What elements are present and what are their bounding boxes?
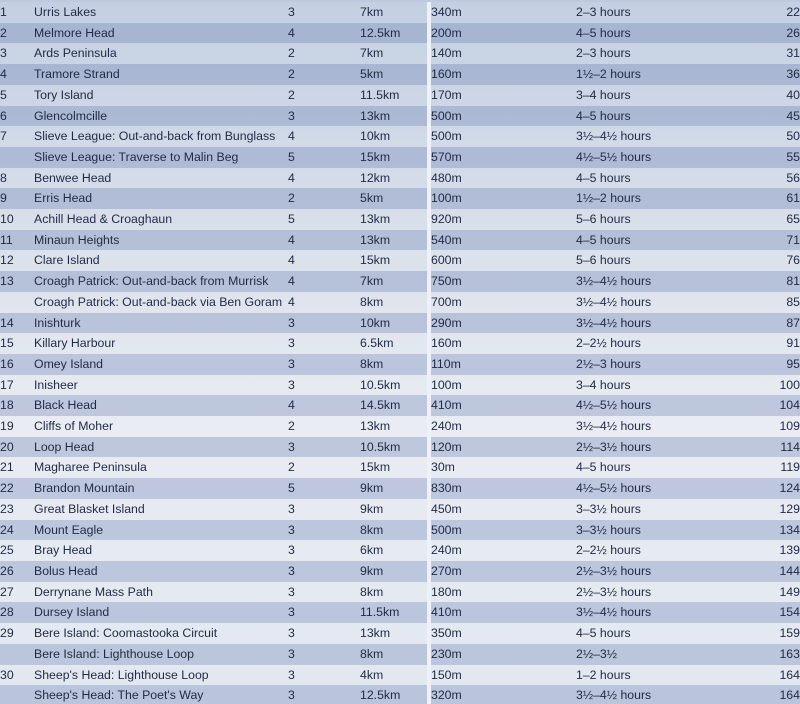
cell-ascent: 230m (431, 644, 576, 665)
cell-grade: 3 (288, 375, 360, 396)
cell-time: 4–5 hours (576, 623, 716, 644)
cell-name: Omey Island (34, 354, 288, 375)
cell-time: 3–3½ hours (576, 520, 716, 541)
cell-name: Sheep's Head: Lighthouse Loop (34, 665, 288, 686)
cell-ascent: 600m (431, 250, 576, 271)
table-row (0, 168, 800, 189)
table-row (0, 623, 800, 644)
table-row (0, 437, 800, 458)
cell-time: 3½–4½ hours (576, 416, 716, 437)
cell-time: 5–6 hours (576, 250, 716, 271)
cell-grade: 3 (288, 561, 360, 582)
cell-name: Bere Island: Coomastooka Circuit (34, 623, 288, 644)
cell-time: 2–3 hours (576, 2, 716, 23)
cell-ascent: 100m (431, 188, 576, 209)
cell-ascent: 160m (431, 333, 576, 354)
cell-time: 2–2½ hours (576, 333, 716, 354)
cell-distance: 8km (360, 582, 427, 603)
cell-time: 2½–3½ (576, 644, 716, 665)
cell-grade: 3 (288, 2, 360, 23)
cell-ascent: 450m (431, 499, 576, 520)
cell-time: 4½–5½ hours (576, 478, 716, 499)
cell-ascent: 920m (431, 209, 576, 230)
cell-page: 104 (716, 395, 800, 416)
cell-grade: 3 (288, 313, 360, 334)
cell-distance: 8km (360, 292, 427, 313)
cell-name: Melmore Head (34, 23, 288, 44)
cell-grade: 3 (288, 106, 360, 127)
cell-distance: 12km (360, 168, 427, 189)
cell-page: 149 (716, 582, 800, 603)
cell-name: Glencolmcille (34, 106, 288, 127)
cell-name: Brandon Mountain (34, 478, 288, 499)
cell-time: 2½–3½ hours (576, 437, 716, 458)
cell-num: 23 (0, 499, 34, 520)
cell-time: 2½–3½ hours (576, 561, 716, 582)
cell-page: 164 (716, 685, 800, 704)
cell-time: 3½–4½ hours (576, 292, 716, 313)
cell-ascent: 480m (431, 168, 576, 189)
cell-grade: 3 (288, 354, 360, 375)
cell-num: 6 (0, 106, 34, 127)
cell-num: 21 (0, 457, 34, 478)
cell-num: 14 (0, 313, 34, 334)
cell-time: 4–5 hours (576, 23, 716, 44)
cell-page: 45 (716, 106, 800, 127)
cell-page: 95 (716, 354, 800, 375)
cell-name: Killary Harbour (34, 333, 288, 354)
cell-ascent: 150m (431, 665, 576, 686)
cell-distance: 13km (360, 623, 427, 644)
cell-ascent: 180m (431, 582, 576, 603)
cell-num: 24 (0, 520, 34, 541)
cell-ascent: 750m (431, 271, 576, 292)
table-row (0, 375, 800, 396)
cell-ascent: 240m (431, 540, 576, 561)
table-row (0, 271, 800, 292)
cell-distance: 15km (360, 250, 427, 271)
cell-distance: 9km (360, 478, 427, 499)
cell-grade: 5 (288, 478, 360, 499)
cell-name: Dursey Island (34, 602, 288, 623)
cell-num: 5 (0, 85, 34, 106)
cell-ascent: 500m (431, 106, 576, 127)
cell-name: Slieve League: Traverse to Malin Beg (34, 147, 288, 168)
cell-ascent: 350m (431, 623, 576, 644)
cell-ascent: 290m (431, 313, 576, 334)
table-row (0, 2, 800, 23)
cell-num (0, 147, 34, 168)
cell-distance: 5km (360, 188, 427, 209)
cell-name: Mount Eagle (34, 520, 288, 541)
cell-distance: 13km (360, 230, 427, 251)
cell-ascent: 540m (431, 230, 576, 251)
cell-ascent: 110m (431, 354, 576, 375)
table-row (0, 250, 800, 271)
cell-num (0, 644, 34, 665)
cell-time: 4–5 hours (576, 230, 716, 251)
cell-distance: 9km (360, 561, 427, 582)
cell-name: Inisheer (34, 375, 288, 396)
cell-grade: 3 (288, 520, 360, 541)
cell-name: Cliffs of Moher (34, 416, 288, 437)
cell-ascent: 270m (431, 561, 576, 582)
cell-page: 129 (716, 499, 800, 520)
cell-distance: 11.5km (360, 602, 427, 623)
cell-page: 154 (716, 602, 800, 623)
cell-page: 124 (716, 478, 800, 499)
cell-distance: 8km (360, 644, 427, 665)
cell-page: 36 (716, 64, 800, 85)
cell-page: 109 (716, 416, 800, 437)
cell-ascent: 140m (431, 43, 576, 64)
cell-name: Inishturk (34, 313, 288, 334)
cell-time: 2–3 hours (576, 43, 716, 64)
cell-name: Tory Island (34, 85, 288, 106)
cell-page: 22 (716, 2, 800, 23)
cell-distance: 11.5km (360, 85, 427, 106)
cell-page: 164 (716, 665, 800, 686)
cell-page: 163 (716, 644, 800, 665)
cell-grade: 2 (288, 64, 360, 85)
cell-page: 159 (716, 623, 800, 644)
cell-page: 119 (716, 457, 800, 478)
cell-num: 9 (0, 188, 34, 209)
cell-name: Magharee Peninsula (34, 457, 288, 478)
cell-time: 2½–3 hours (576, 354, 716, 375)
cell-num: 4 (0, 64, 34, 85)
cell-time: 3½–4½ hours (576, 271, 716, 292)
table-row (0, 43, 800, 64)
cell-name: Slieve League: Out-and-back from Bunglass (34, 126, 288, 147)
cell-distance: 12.5km (360, 685, 427, 704)
cell-grade: 2 (288, 43, 360, 64)
cell-name: Bolus Head (34, 561, 288, 582)
cell-grade: 3 (288, 437, 360, 458)
cell-distance: 10.5km (360, 437, 427, 458)
cell-time: 1–2 hours (576, 665, 716, 686)
cell-time: 1½–2 hours (576, 64, 716, 85)
cell-time: 4½–5½ hours (576, 147, 716, 168)
cell-time: 3½–4½ hours (576, 602, 716, 623)
cell-num: 7 (0, 126, 34, 147)
table-row (0, 147, 800, 168)
cell-name: Ards Peninsula (34, 43, 288, 64)
cell-num: 16 (0, 354, 34, 375)
cell-num: 22 (0, 478, 34, 499)
cell-grade: 3 (288, 623, 360, 644)
cell-grade: 2 (288, 85, 360, 106)
cell-page: 65 (716, 209, 800, 230)
cell-ascent: 500m (431, 520, 576, 541)
cell-time: 4–5 hours (576, 168, 716, 189)
cell-num: 1 (0, 2, 34, 23)
table-row (0, 685, 800, 704)
cell-ascent: 200m (431, 23, 576, 44)
cell-page: 81 (716, 271, 800, 292)
cell-ascent: 100m (431, 375, 576, 396)
cell-time: 4½–5½ hours (576, 395, 716, 416)
cell-name: Sheep's Head: The Poet's Way (34, 685, 288, 704)
cell-name: Derrynane Mass Path (34, 582, 288, 603)
cell-page: 139 (716, 540, 800, 561)
cell-num: 26 (0, 561, 34, 582)
cell-time: 3–4 hours (576, 85, 716, 106)
cell-distance: 13km (360, 416, 427, 437)
cell-distance: 8km (360, 354, 427, 375)
cell-num: 30 (0, 665, 34, 686)
cell-num: 19 (0, 416, 34, 437)
cell-name: Black Head (34, 395, 288, 416)
cell-grade: 4 (288, 23, 360, 44)
cell-time: 4–5 hours (576, 106, 716, 127)
cell-num: 15 (0, 333, 34, 354)
table-row (0, 188, 800, 209)
cell-page: 87 (716, 313, 800, 334)
cell-grade: 3 (288, 333, 360, 354)
cell-page: 85 (716, 292, 800, 313)
cell-ascent: 570m (431, 147, 576, 168)
cell-grade: 4 (288, 168, 360, 189)
cell-distance: 7km (360, 2, 427, 23)
cell-name: Erris Head (34, 188, 288, 209)
cell-distance: 15km (360, 457, 427, 478)
cell-grade: 3 (288, 582, 360, 603)
cell-page: 71 (716, 230, 800, 251)
cell-name: Bray Head (34, 540, 288, 561)
cell-num: 25 (0, 540, 34, 561)
cell-ascent: 30m (431, 457, 576, 478)
cell-page: 31 (716, 43, 800, 64)
table-row (0, 106, 800, 127)
cell-page: 134 (716, 520, 800, 541)
cell-distance: 10km (360, 313, 427, 334)
cell-ascent: 700m (431, 292, 576, 313)
cell-page: 100 (716, 375, 800, 396)
cell-distance: 14.5km (360, 395, 427, 416)
cell-ascent: 410m (431, 602, 576, 623)
cell-grade: 4 (288, 395, 360, 416)
cell-ascent: 160m (431, 64, 576, 85)
cell-grade: 4 (288, 230, 360, 251)
cell-num: 13 (0, 271, 34, 292)
table-row (0, 354, 800, 375)
cell-ascent: 320m (431, 685, 576, 704)
cell-page: 50 (716, 126, 800, 147)
table-row (0, 23, 800, 44)
cell-grade: 4 (288, 292, 360, 313)
cell-ascent: 830m (431, 478, 576, 499)
cell-distance: 10.5km (360, 375, 427, 396)
cell-grade: 2 (288, 188, 360, 209)
cell-distance: 7km (360, 271, 427, 292)
cell-num: 10 (0, 209, 34, 230)
cell-grade: 4 (288, 250, 360, 271)
cell-ascent: 410m (431, 395, 576, 416)
cell-time: 3½–4½ hours (576, 313, 716, 334)
cell-page: 91 (716, 333, 800, 354)
table-row (0, 230, 800, 251)
table-row (0, 644, 800, 665)
cell-distance: 13km (360, 209, 427, 230)
cell-page: 114 (716, 437, 800, 458)
cell-time: 2½–3½ hours (576, 582, 716, 603)
cell-page: 144 (716, 561, 800, 582)
cell-num (0, 685, 34, 704)
cell-page: 61 (716, 188, 800, 209)
cell-num: 20 (0, 437, 34, 458)
cell-name: Urris Lakes (34, 2, 288, 23)
cell-name: Loop Head (34, 437, 288, 458)
cell-num: 8 (0, 168, 34, 189)
cell-distance: 10km (360, 126, 427, 147)
cell-num: 18 (0, 395, 34, 416)
cell-time: 3–4 hours (576, 375, 716, 396)
cell-grade: 2 (288, 416, 360, 437)
cell-num: 29 (0, 623, 34, 644)
cell-ascent: 500m (431, 126, 576, 147)
cell-name: Achill Head & Croaghaun (34, 209, 288, 230)
table-row (0, 602, 800, 623)
cell-ascent: 240m (431, 416, 576, 437)
cell-grade: 3 (288, 540, 360, 561)
cell-distance: 7km (360, 43, 427, 64)
table-row (0, 520, 800, 541)
cell-time: 3–3½ hours (576, 499, 716, 520)
cell-page: 55 (716, 147, 800, 168)
cell-grade: 3 (288, 685, 360, 704)
cell-grade: 3 (288, 644, 360, 665)
cell-grade: 4 (288, 271, 360, 292)
cell-name: Croagh Patrick: Out-and-back via Ben Goram (34, 292, 288, 313)
cell-num (0, 292, 34, 313)
table-row (0, 416, 800, 437)
cell-distance: 5km (360, 64, 427, 85)
cell-distance: 6.5km (360, 333, 427, 354)
cell-time: 3½–4½ hours (576, 126, 716, 147)
table-row (0, 665, 800, 686)
cell-grade: 3 (288, 499, 360, 520)
cell-name: Minaun Heights (34, 230, 288, 251)
cell-name: Clare Island (34, 250, 288, 271)
cell-page: 40 (716, 85, 800, 106)
table-row (0, 478, 800, 499)
cell-page: 76 (716, 250, 800, 271)
cell-time: 3½–4½ hours (576, 685, 716, 704)
table-row (0, 333, 800, 354)
table-row (0, 561, 800, 582)
cell-distance: 15km (360, 147, 427, 168)
cell-distance: 13km (360, 106, 427, 127)
cell-time: 1½–2 hours (576, 188, 716, 209)
cell-num: 2 (0, 23, 34, 44)
table-row (0, 457, 800, 478)
cell-page: 56 (716, 168, 800, 189)
table-row (0, 126, 800, 147)
table-row (0, 395, 800, 416)
table-row (0, 313, 800, 334)
walks-table (0, 2, 800, 704)
cell-time: 5–6 hours (576, 209, 716, 230)
table-row (0, 209, 800, 230)
cell-num: 3 (0, 43, 34, 64)
cell-time: 2–2½ hours (576, 540, 716, 561)
cell-ascent: 340m (431, 2, 576, 23)
cell-distance: 9km (360, 499, 427, 520)
cell-num: 17 (0, 375, 34, 396)
cell-name: Croagh Patrick: Out-and-back from Murrisk (34, 271, 288, 292)
cell-num: 28 (0, 602, 34, 623)
cell-name: Bere Island: Lighthouse Loop (34, 644, 288, 665)
cell-page: 26 (716, 23, 800, 44)
cell-distance: 4km (360, 665, 427, 686)
cell-grade: 2 (288, 457, 360, 478)
cell-distance: 8km (360, 520, 427, 541)
cell-ascent: 170m (431, 85, 576, 106)
cell-name: Benwee Head (34, 168, 288, 189)
cell-time: 4–5 hours (576, 457, 716, 478)
cell-distance: 12.5km (360, 23, 427, 44)
table-row (0, 64, 800, 85)
walks-table-body (0, 2, 800, 704)
cell-ascent: 120m (431, 437, 576, 458)
table-row (0, 582, 800, 603)
table-row (0, 85, 800, 106)
cell-distance: 6km (360, 540, 427, 561)
table-row (0, 292, 800, 313)
cell-grade: 5 (288, 147, 360, 168)
cell-num: 12 (0, 250, 34, 271)
cell-name: Tramore Strand (34, 64, 288, 85)
cell-grade: 3 (288, 665, 360, 686)
cell-grade: 4 (288, 126, 360, 147)
table-row (0, 499, 800, 520)
cell-num: 11 (0, 230, 34, 251)
cell-num: 27 (0, 582, 34, 603)
table-row (0, 540, 800, 561)
cell-grade: 3 (288, 602, 360, 623)
cell-name: Great Blasket Island (34, 499, 288, 520)
cell-grade: 5 (288, 209, 360, 230)
